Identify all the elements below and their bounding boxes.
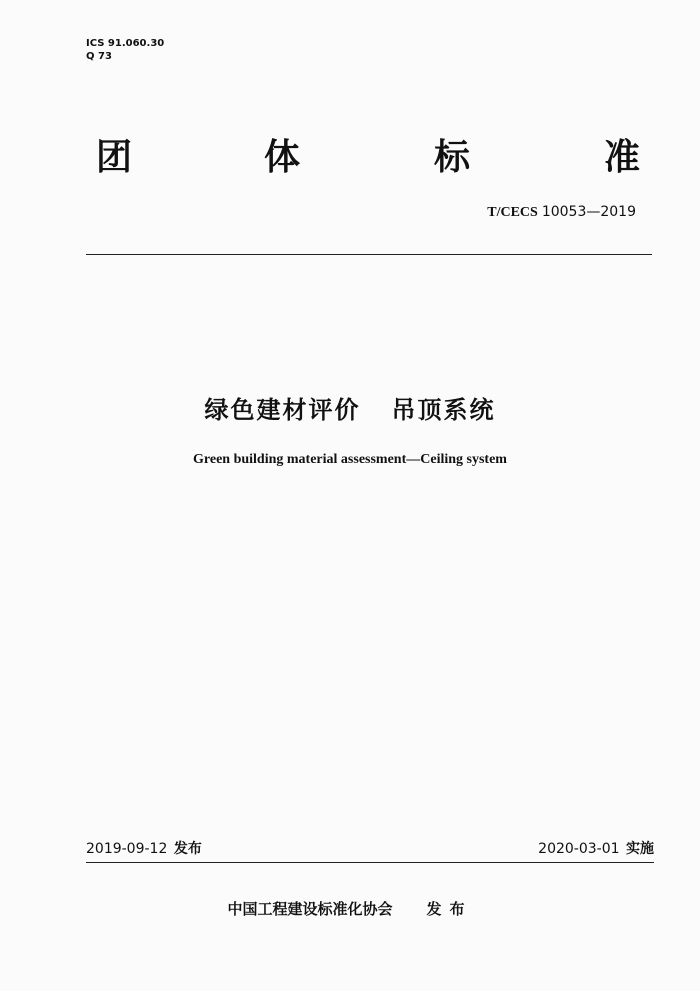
publisher-action: 发布 [426,900,473,918]
standard-type-heading [88,135,648,185]
standard-number-value: 10053—2019 [541,204,636,220]
ics-code: ICS 91.060.30 [86,38,165,49]
heading-char-2: 体 [264,137,301,178]
standard-number-prefix: T/CECS [487,205,538,220]
top-divider [86,254,652,255]
publish-label: 发布 [173,841,202,857]
publisher-name: 中国工程建设标准化协会 [227,900,393,918]
publisher-line [0,898,700,919]
standard-number [487,204,636,221]
classification-codes [86,37,164,63]
implement-date-group [538,838,654,858]
heading-char-4: 准 [604,137,641,178]
dates-row [86,838,654,862]
ccs-code: Q 73 [86,51,112,62]
heading-char-1: 团 [96,137,133,178]
heading-char-3: 标 [434,137,471,178]
publish-date: 2019-09-12 [86,841,168,857]
title-english: Green building material assessment—Ceiling system [193,452,507,467]
bottom-divider [86,862,654,863]
title-chinese: 绿色建材评价 吊顶系统 [204,396,496,424]
implement-label: 实施 [626,841,654,857]
publish-date-group [86,838,202,858]
implement-date: 2020-03-01 [538,841,620,857]
